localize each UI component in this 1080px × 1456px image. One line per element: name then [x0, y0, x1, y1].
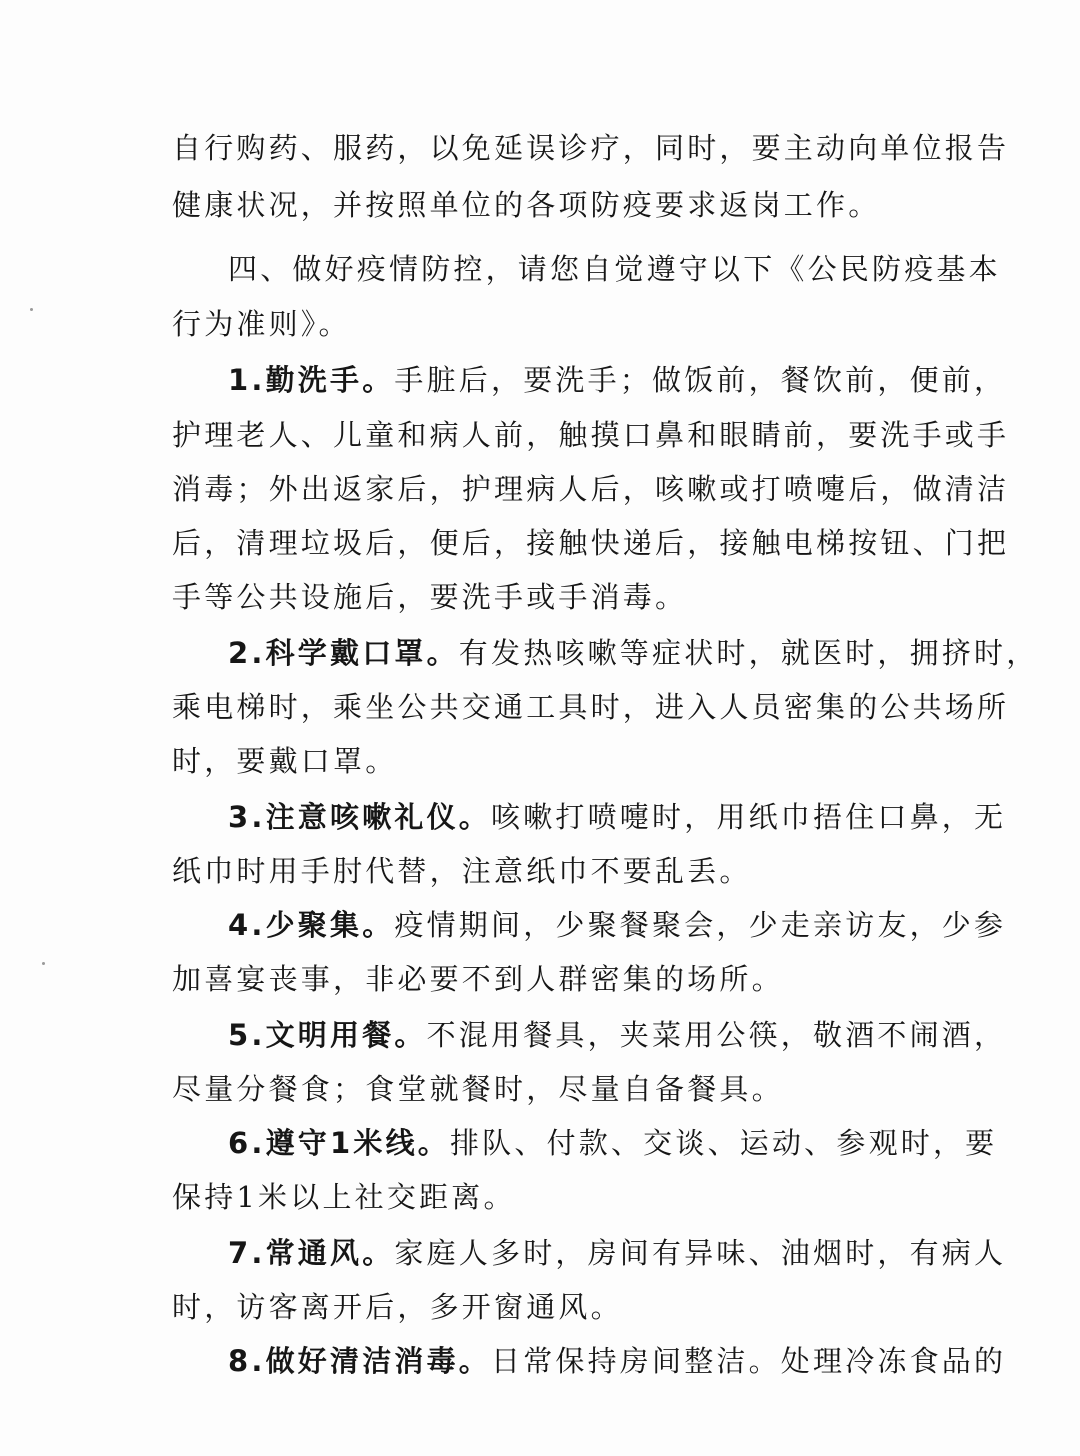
item-text: 手脏后，要洗手；做饭前，餐饮前，便前，	[394, 363, 1007, 397]
item-text: 家庭人多时，房间有异味、油烟时，有病人	[394, 1236, 1007, 1270]
text-line: 时，要戴口罩。	[172, 744, 398, 778]
list-item	[228, 360, 1006, 400]
text-line: 乘电梯时，乘坐公共交通工具时，进入人员密集的公共场所	[172, 690, 1010, 724]
item-title: 8.做好清洁消毒。	[228, 1344, 491, 1378]
text-line: 保持1米以上社交距离。	[172, 1180, 516, 1214]
item-title: 2.科学戴口罩。	[228, 636, 459, 670]
item-title: 1.勤洗手。	[228, 363, 395, 397]
text-line: 时，访客离开后，多开窗通风。	[172, 1290, 623, 1324]
item-text: 排队、付款、交谈、运动、参观时，要	[449, 1126, 998, 1160]
item-title: 7.常通风。	[228, 1236, 395, 1270]
scan-speck	[30, 308, 33, 311]
scan-speck	[42, 962, 45, 965]
text-line: 尽量分餐食；食堂就餐时，尽量自备餐具。	[172, 1072, 784, 1106]
list-item	[228, 1015, 1006, 1055]
text-line: 后，清理垃圾后，便后，接触快递后，接触电梯按钮、门把	[172, 526, 1010, 560]
item-text: 有发热咳嗽等症状时，就医时，拥挤时，	[458, 636, 1039, 670]
section-heading-line: 四、做好疫情防控，请您自觉遵守以下《公民防疫基本	[228, 252, 1001, 286]
text-line: 护理老人、儿童和病人前，触摸口鼻和眼睛前，要洗手或手	[172, 418, 1010, 452]
item-text: 不混用餐具，夹菜用公筷，敬酒不闹酒，	[426, 1018, 1007, 1052]
item-title: 6.遵守1米线。	[228, 1126, 450, 1160]
list-item	[228, 633, 1038, 673]
text-line: 纸巾时用手肘代替，注意纸巾不要乱丢。	[172, 854, 752, 888]
text-line: 消毒；外出返家后，护理病人后，咳嗽或打喷嚏后，做清洁	[172, 472, 1010, 506]
text-line: 行为准则》。	[172, 307, 351, 341]
text-line: 加喜宴丧事，非必要不到人群密集的场所。	[172, 962, 784, 996]
list-item	[228, 797, 1006, 837]
list-item	[228, 905, 1006, 945]
item-title: 4.少聚集。	[228, 908, 395, 942]
list-item	[228, 1123, 997, 1163]
text-line: 自行购药、服药，以免延误诊疗，同时，要主动向单位报告	[172, 131, 1010, 165]
list-item	[228, 1233, 1006, 1273]
list-item	[228, 1341, 1006, 1381]
item-title: 5.文明用餐。	[228, 1018, 427, 1052]
text-line: 手等公共设施后，要洗手或手消毒。	[172, 580, 688, 614]
item-text: 咳嗽打喷嚏时，用纸巾捂住口鼻，无	[491, 800, 1007, 834]
item-text: 日常保持房间整洁。处理冷冻食品的	[491, 1344, 1007, 1378]
item-title: 3.注意咳嗽礼仪。	[228, 800, 491, 834]
text-line: 健康状况，并按照单位的各项防疫要求返岗工作。	[172, 188, 881, 222]
item-text: 疫情期间，少聚餐聚会，少走亲访友，少参	[394, 908, 1007, 942]
